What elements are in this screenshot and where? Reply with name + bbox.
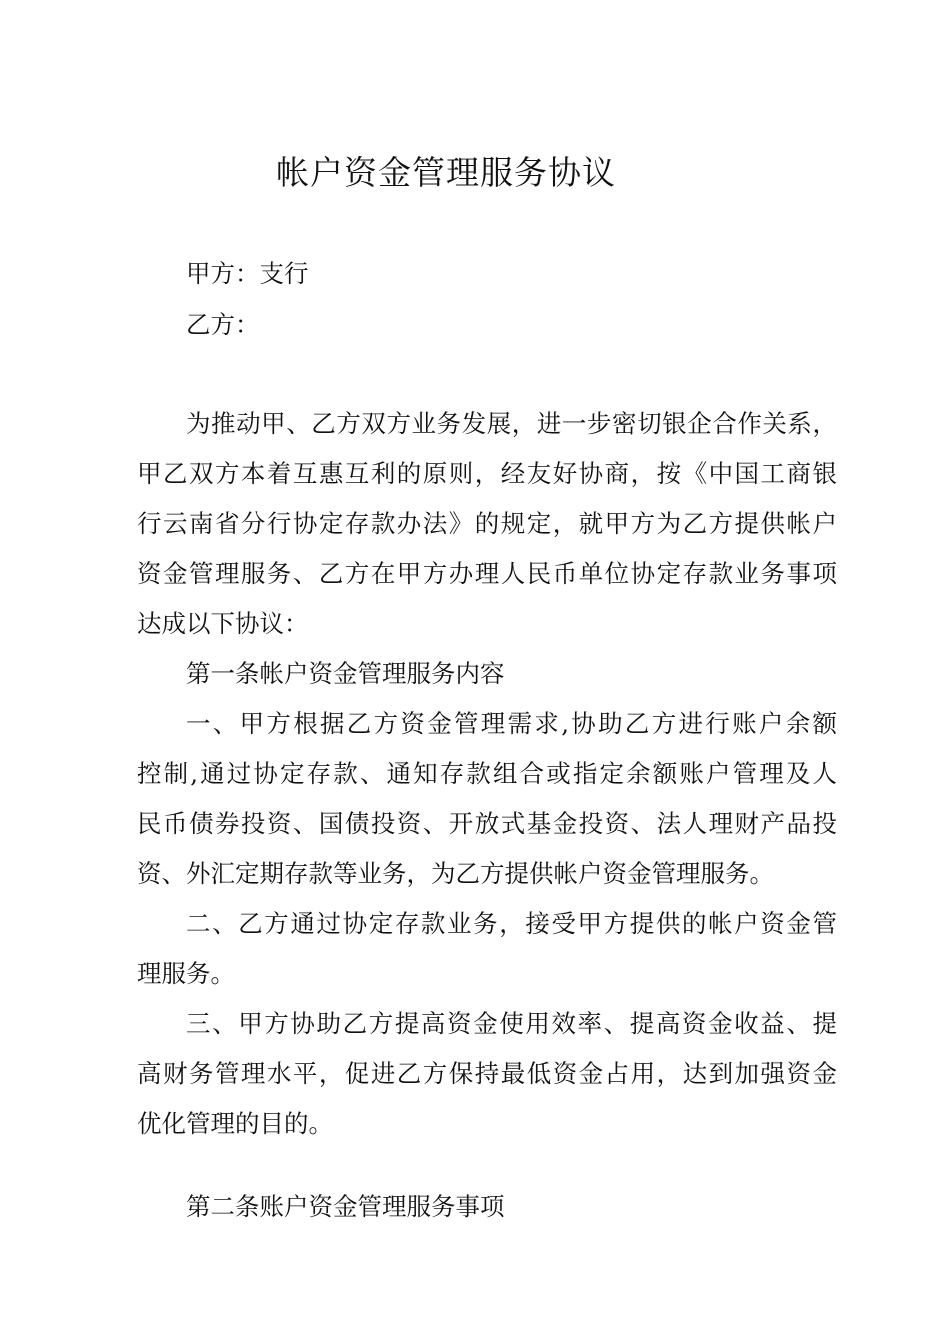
paragraph-line: 为推动甲、乙方双方业务发展，进一步密切银企合作关系， [186,409,837,438]
paragraph-line: 一、甲方根据乙方资金管理需求,协助乙方进行账户余额 [186,709,837,738]
paragraph-line: 三、甲方协助乙方提高资金使用效率、提高资金收益、提 [186,1009,837,1038]
paragraph-line: 民币债券投资、国债投资、开放式基金投资、法人理财产品投 [137,809,837,838]
paragraph-line: 理服务。 [137,959,235,988]
paragraph-line: 控制,通过协定存款、通知存款组合或指定余额账户管理及人 [137,759,837,788]
paragraph-line: 甲乙双方本着互惠互利的原则，经友好协商，按《中国工商银 [137,459,837,488]
paragraph-line: 行云南省分行协定存款办法》的规定，就甲方为乙方提供帐户 [137,509,837,538]
paragraph-line: 资金管理服务、乙方在甲方办理人民币单位协定存款业务事项 [137,559,837,588]
paragraph-line: 资、外汇定期存款等业务，为乙方提供帐户资金管理服务。 [137,859,774,888]
article-2-heading: 第二条账户资金管理服务事项 [186,1192,505,1221]
article-1-heading: 第一条帐户资金管理服务内容 [186,659,505,688]
paragraph-line: 高财务管理水平，促进乙方保持最低资金占用，达到加强资金 [137,1059,837,1088]
paragraph-line: 二、乙方通过协定存款业务，接受甲方提供的帐户资金管 [186,909,837,938]
document-title: 帐户资金管理服务协议 [276,153,616,192]
party-b-line: 乙方： [186,310,260,339]
paragraph-line: 优化管理的目的。 [137,1109,333,1138]
party-a-line: 甲方：支行 [186,259,309,288]
paragraph-line: 达成以下协议： [137,609,309,638]
